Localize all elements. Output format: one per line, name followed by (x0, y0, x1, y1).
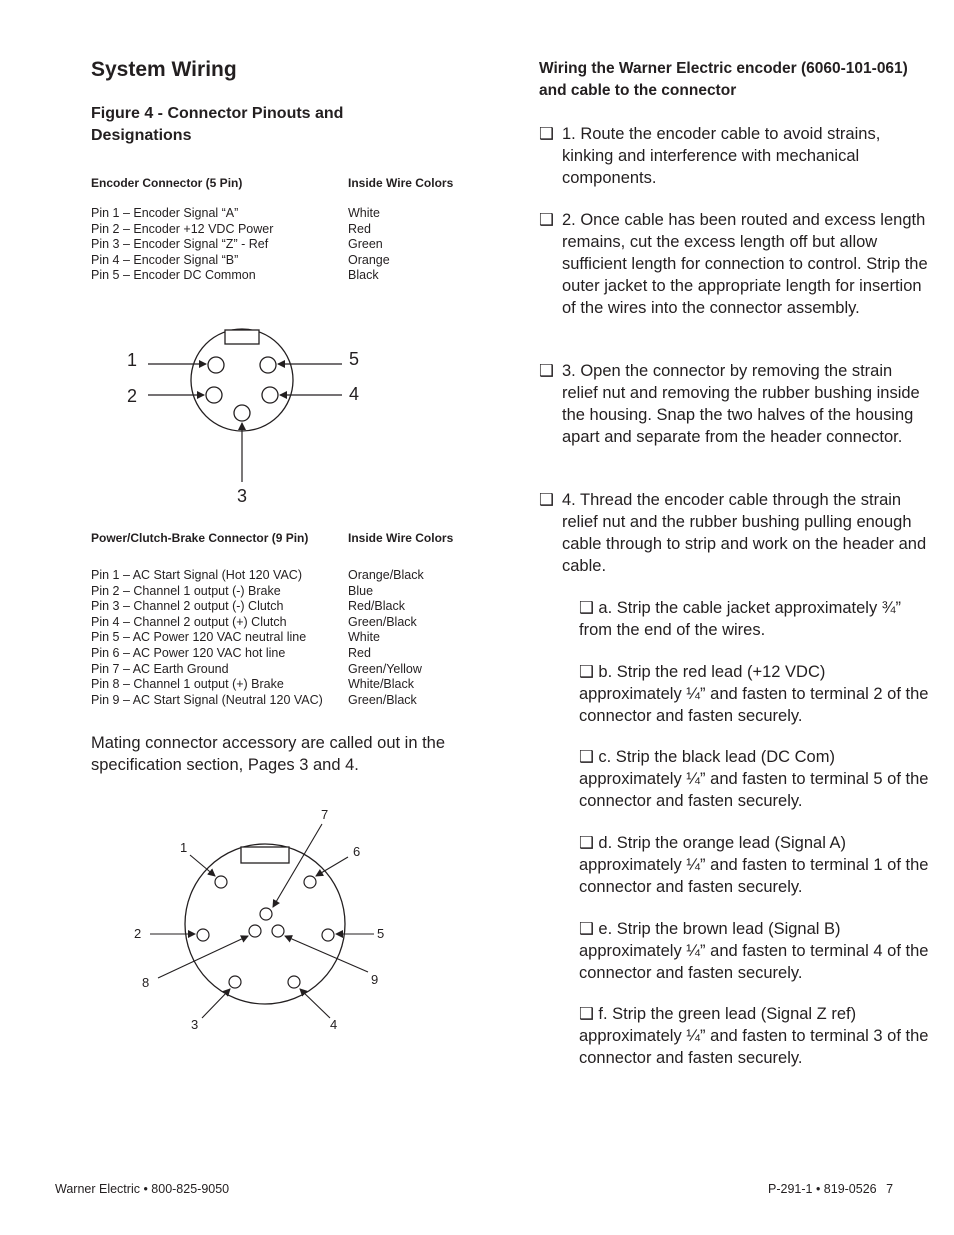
table-row (91, 630, 424, 646)
substep-text: f. Strip the green lead (Signal Z ref) approximately ¼” and fasten to terminal 3 of the connector and fasten securely. (579, 1005, 929, 1067)
pin-2-hole (197, 929, 209, 941)
substep-d (579, 832, 929, 898)
substep-b (579, 661, 929, 727)
wire-color: Green/Black (348, 692, 417, 707)
page-number: 7 (886, 1182, 894, 1196)
figure-title: Figure 4 - Connector Pinouts and Designations (91, 105, 344, 144)
substep-a (579, 597, 929, 641)
checkbox-icon: ❑ (539, 362, 554, 380)
pin-8-arrow (158, 936, 248, 978)
document-number: P-291-1 • 819-0526 (768, 1182, 877, 1196)
table-row (91, 662, 424, 678)
pin-7-hole (260, 908, 272, 920)
wiring-heading: Wiring the Warner Electric encoder (6060-101-061) and cable to the connector (539, 60, 908, 99)
step-4 (539, 489, 932, 577)
connector-outline (185, 844, 345, 1004)
pin-label: Pin 1 – AC Start Signal (Hot 120 VAC) (91, 568, 302, 582)
diagram9-label-6: 6 (353, 844, 361, 859)
substep-c (579, 746, 929, 812)
step-text: 1. Route the encoder cable to avoid strains, kinking and interference with mechanical components. (562, 125, 881, 187)
encoder-connector-diagram (110, 320, 370, 510)
diagram5-label-3: 3 (237, 486, 248, 506)
diagram9-label-9: 9 (371, 972, 379, 987)
pin-label: Pin 1 – Encoder Signal “A” (91, 206, 239, 220)
step-3 (539, 360, 932, 448)
connector-key (241, 847, 289, 863)
pin-label: Pin 3 – Encoder Signal “Z” - Ref (91, 237, 269, 252)
wire-color: Green/Yellow (348, 661, 422, 676)
power-connector-diagram (120, 800, 400, 1040)
table-row (91, 222, 390, 238)
step-1 (539, 123, 932, 189)
pin-label: Pin 4 – Encoder Signal “B” (91, 252, 239, 267)
diagram5-label-4: 4 (349, 384, 360, 404)
diagram9-label-2: 2 (134, 926, 142, 941)
diagram5-label-1: 1 (127, 350, 138, 370)
table-row (91, 584, 424, 600)
substep-text: d. Strip the orange lead (Signal A) approximately ¼” and fasten to terminal 1 of the connector and fasten securely. (579, 834, 929, 896)
diagram9-label-4: 4 (330, 1017, 338, 1032)
substep-text: e. Strip the brown lead (Signal B) approximately ¼” and fasten to terminal 4 of the connector and fasten securely. (579, 920, 929, 982)
power-table-header-right: Inside Wire Colors (348, 531, 454, 545)
power-pin-table (91, 568, 424, 708)
diagram9-label-3: 3 (191, 1017, 199, 1032)
pin-label: Pin 6 – AC Power 120 VAC hot line (91, 645, 286, 660)
checkbox-icon: ❑ (539, 491, 554, 509)
table-row (91, 615, 424, 631)
wire-color: Blue (348, 583, 374, 598)
step-2 (539, 209, 932, 319)
checkbox-icon: ❑ (579, 1005, 594, 1023)
pin-4-hole (288, 976, 300, 988)
pin-3-arrow (202, 989, 230, 1018)
encoder-table-header-right: Inside Wire Colors (348, 176, 454, 190)
wire-color: Red/Black (348, 599, 405, 614)
pin-label: Pin 2 – Channel 1 output (-) Brake (91, 583, 281, 598)
pin-label: Pin 3 – Channel 2 output (-) Clutch (91, 599, 284, 614)
diagram5-label-2: 2 (127, 386, 138, 406)
step-text: 3. Open the connector by removing the strain relief nut and removing the rubber bushing inside the housing. Snap the two halves of the housing apart and separate from the header connector. (562, 362, 920, 446)
wire-color: Green/Black (348, 614, 417, 629)
pin-label: Pin 2 – Encoder +12 VDC Power (91, 221, 274, 236)
mating-connector-note: Mating connector accessory are called out in the specification section, Pages 3 and 4. (91, 734, 446, 774)
pin-3-hole (234, 405, 250, 421)
checkbox-icon: ❑ (579, 920, 594, 938)
diagram9-label-7: 7 (321, 807, 329, 822)
checkbox-icon: ❑ (579, 834, 594, 852)
substep-f (579, 1003, 929, 1069)
table-row (91, 646, 424, 662)
substep-text: a. Strip the cable jacket approximately ¾” from the end of the wires. (579, 599, 902, 639)
pin-6-hole (304, 876, 316, 888)
substep-text: c. Strip the black lead (DC Com) approximately ¼” and fasten to terminal 5 of the connector and fasten securely. (579, 748, 929, 810)
pin-9-hole (272, 925, 284, 937)
pin-5-hole (322, 929, 334, 941)
power-table-header-left: Power/Clutch-Brake Connector (9 Pin) (91, 531, 309, 545)
pin-4-arrow (300, 989, 330, 1018)
pin-1-hole (208, 357, 224, 373)
diagram9-label-1: 1 (180, 840, 188, 855)
wire-color: Red (348, 221, 371, 236)
table-row (91, 206, 390, 222)
table-row (91, 237, 390, 253)
pin-1-hole (215, 876, 227, 888)
checkbox-icon: ❑ (579, 663, 594, 681)
substep-text: b. Strip the red lead (+12 VDC) approximately ¼” and fasten to terminal 2 of the connector and fasten securely. (579, 663, 929, 725)
connector-key (225, 330, 259, 344)
footer-right (768, 1182, 893, 1196)
pin-8-hole (249, 925, 261, 937)
pin-5-hole (260, 357, 276, 373)
checkbox-icon: ❑ (539, 211, 554, 229)
pin-label: Pin 4 – Channel 2 output (+) Clutch (91, 614, 287, 629)
wire-color: Orange (348, 252, 390, 267)
checkbox-icon: ❑ (579, 599, 594, 617)
pin-2-hole (206, 387, 222, 403)
table-row (91, 253, 390, 269)
table-row (91, 268, 390, 284)
wire-color: Red (348, 645, 371, 660)
pin-label: Pin 7 – AC Earth Ground (91, 661, 229, 676)
table-row (91, 568, 424, 584)
diagram5-label-5: 5 (349, 349, 360, 369)
pin-label: Pin 8 – Channel 1 output (+) Brake (91, 677, 284, 692)
wire-color: White (348, 630, 380, 645)
step-text: 4. Thread the encoder cable through the strain relief nut and the rubber bushing pulling enough cable through to strip and work on the header and cable. (562, 491, 927, 575)
wire-color: Black (348, 268, 379, 283)
encoder-table-header-left: Encoder Connector (5 Pin) (91, 176, 243, 190)
table-row (91, 599, 424, 615)
step-text: 2. Once cable has been routed and excess length remains, cut the excess length off but allow sufficient length for connection to control. Strip the outer jacket to the appropriate length for insertion of the wires into the connector assembly. (562, 211, 928, 317)
checkbox-icon: ❑ (539, 125, 554, 143)
encoder-pin-table (91, 206, 390, 284)
pin-4-hole (262, 387, 278, 403)
table-row (91, 693, 424, 709)
checkbox-icon: ❑ (579, 748, 594, 766)
wire-color: White/Black (348, 677, 414, 692)
diagram9-label-5: 5 (377, 926, 385, 941)
pin-label: Pin 5 – Encoder DC Common (91, 268, 256, 283)
pin-label: Pin 9 – AC Start Signal (Neutral 120 VAC) (91, 692, 323, 707)
pin-3-hole (229, 976, 241, 988)
diagram9-label-8: 8 (142, 975, 150, 990)
pin-label: Pin 5 – AC Power 120 VAC neutral line (91, 630, 307, 645)
table-row (91, 677, 424, 693)
wire-color: Green (348, 237, 383, 252)
pin-7-arrow (273, 824, 322, 907)
footer-left: Warner Electric • 800-825-9050 (55, 1182, 230, 1196)
wire-color: White (348, 206, 380, 220)
substep-e (579, 918, 929, 984)
page-title: System Wiring (91, 58, 237, 81)
wire-color: Orange/Black (348, 568, 424, 582)
